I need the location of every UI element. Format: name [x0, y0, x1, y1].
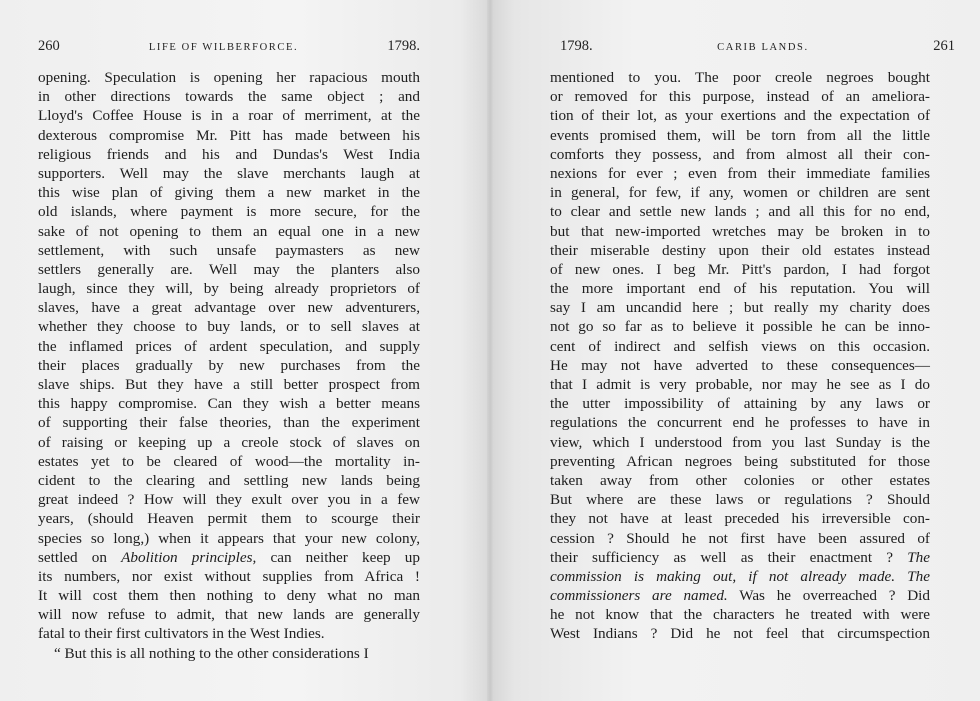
- right-running-title: CARIB LANDS.: [717, 42, 809, 53]
- text-line: [550, 548, 930, 567]
- text-line: say I am uncandid here ; but really my charity does: [550, 299, 930, 317]
- text-line: they not have at least preceded his irreversible con-: [550, 510, 930, 528]
- text-line: their miserable destiny upon their old estates instead: [550, 241, 930, 259]
- book-gutter: [487, 0, 493, 701]
- right-running-head: [560, 38, 955, 58]
- text-line: its numbers, nor exist without supplies from Africa !: [38, 567, 420, 585]
- text-line: events promised them, will be torn from all the little: [550, 126, 930, 144]
- italic-text: commissioners are named.: [550, 587, 728, 605]
- text-line: the more important end of his reputation. You will: [550, 280, 930, 298]
- left-body-text: [38, 68, 420, 663]
- text-line: opening. Speculation is opening her rapacious mouth: [38, 69, 420, 86]
- text-line: the inflamed prices of ardent speculation, and supply: [38, 337, 420, 355]
- text-line: [550, 567, 930, 586]
- text-line: cession ? Should he not first have been assured of: [550, 529, 930, 547]
- text-line: of new ones. I beg Mr. Pitt's pardon, I had forgot: [550, 260, 930, 278]
- text-line: nexions for ever ; even from their immediate families: [550, 164, 930, 182]
- text-line: Lloyd's Coffee House is in a roar of merriment, at the: [38, 107, 420, 125]
- text-line: whether they choose to buy lands, or to sell slaves at: [38, 318, 420, 336]
- text-line: in general, for few, if any, women or children are sent: [550, 184, 930, 202]
- text-line: taken away from other colonies or other estates: [550, 471, 930, 489]
- text-line: comforts they possess, and from almost all their con-: [550, 145, 930, 163]
- left-running-head: [38, 38, 420, 58]
- left-year: 1798.: [387, 38, 420, 54]
- text-line: species so long,) when it appears that your new colony,: [38, 529, 420, 547]
- left-page-number: 260: [38, 38, 60, 54]
- text-line: great indeed ? How will they exult over you in a few: [38, 491, 420, 509]
- text-line: dexterous compromise Mr. Pitt has made between his: [38, 126, 420, 144]
- text-line: years, (should Heaven permit them to scourge their: [38, 510, 420, 528]
- text-line: to clear and settle new lands ; and all this for no end,: [550, 203, 930, 221]
- text-line: “ But this is all nothing to the other considerations I: [54, 644, 369, 662]
- text-line: estates yet to be cleared of wood—the mortality in-: [38, 452, 420, 470]
- text-line: cident to the clearing and settling new lands being: [38, 471, 420, 489]
- text-line: regulations the concurrent end he professes to have in: [550, 414, 930, 432]
- text-line: mentioned to you. The poor creole negroes bought: [550, 69, 930, 86]
- text-line: in other directions towards the same object ; and: [38, 88, 420, 106]
- right-year: 1798.: [560, 38, 593, 54]
- text-run: can neither keep up: [256, 548, 420, 566]
- text-line: this happy compromise. Can they wish a better means: [38, 395, 420, 413]
- text-line: or removed for this purpose, instead of an ameliora-: [550, 88, 930, 106]
- text-line: tion of their lot, as your exertions and the expectation of: [550, 107, 930, 125]
- text-line: slaves, have a great advantage over new adventurers,: [38, 299, 420, 317]
- text-line: West Indians ? Did he not feel that circumspection: [550, 625, 930, 643]
- text-run: settled on: [38, 548, 122, 566]
- italic-text: commission is making out, if not already made. The: [550, 567, 930, 585]
- italic-text: Abolition principles,: [121, 548, 257, 566]
- text-line: religious friends and his and Dundas's West India: [38, 145, 420, 163]
- text-line: slave ships. But they have a still better prospect from: [38, 376, 420, 393]
- text-run: Was he overreached ? Did: [727, 587, 930, 605]
- text-line: not go so far as to believe it possible he can be inno-: [550, 318, 930, 336]
- text-line: will now refuse to admit, that new lands are generally: [38, 606, 420, 624]
- text-line: old islands, where payment is more secure, for the: [38, 203, 420, 221]
- text-line: settlement, with such unsafe paymasters as new: [38, 241, 420, 259]
- text-line: view, which I understood from you last Sunday is the: [550, 433, 930, 451]
- text-line: of raising or keeping up a creole stock of slaves on: [38, 433, 420, 451]
- right-body-text: [550, 68, 930, 644]
- text-line: cent of indirect and selfish views on this occasion.: [550, 337, 930, 355]
- text-run: their sufficiency as well as their enactment ?: [550, 548, 908, 566]
- text-line: of supporting their false theories, than the experiment: [38, 414, 420, 432]
- text-line: fatal to their first cultivators in the West Indies.: [38, 625, 325, 643]
- text-line: [38, 548, 420, 567]
- text-line: preventing African negroes being substituted for those: [550, 452, 930, 470]
- italic-text: The: [907, 548, 930, 566]
- text-line: It will cost them then nothing to deny what no man: [38, 587, 420, 605]
- text-line: [550, 586, 930, 605]
- text-line: the utter impossibility of attaining by any laws or: [550, 395, 930, 413]
- text-line: supporters. Well may the slave merchants laugh at: [38, 164, 420, 182]
- text-line: settlers generally are. Well may the planters also: [38, 260, 420, 278]
- text-line: laugh, since they will, by being already proprietors of: [38, 280, 420, 298]
- left-running-title: LIFE OF WILBERFORCE.: [148, 42, 299, 53]
- text-line: he not know that the characters he treated with were: [550, 606, 930, 624]
- text-line: that I admit is very probable, nor may he see as I do: [550, 376, 930, 393]
- text-line: their places gradually by new purchases from the: [38, 356, 420, 374]
- right-page: [490, 0, 980, 701]
- text-line: but that new-imported wretches may be broken in to: [550, 222, 930, 240]
- right-page-number: 261: [933, 38, 955, 54]
- text-line: this wise plan of giving them a new market in the: [38, 184, 420, 202]
- text-line: He may not have adverted to these consequences—: [550, 356, 930, 374]
- text-line: But where are these laws or regulations ? Should: [550, 491, 930, 509]
- text-line: sake of not opening to them an equal one in a new: [38, 222, 420, 240]
